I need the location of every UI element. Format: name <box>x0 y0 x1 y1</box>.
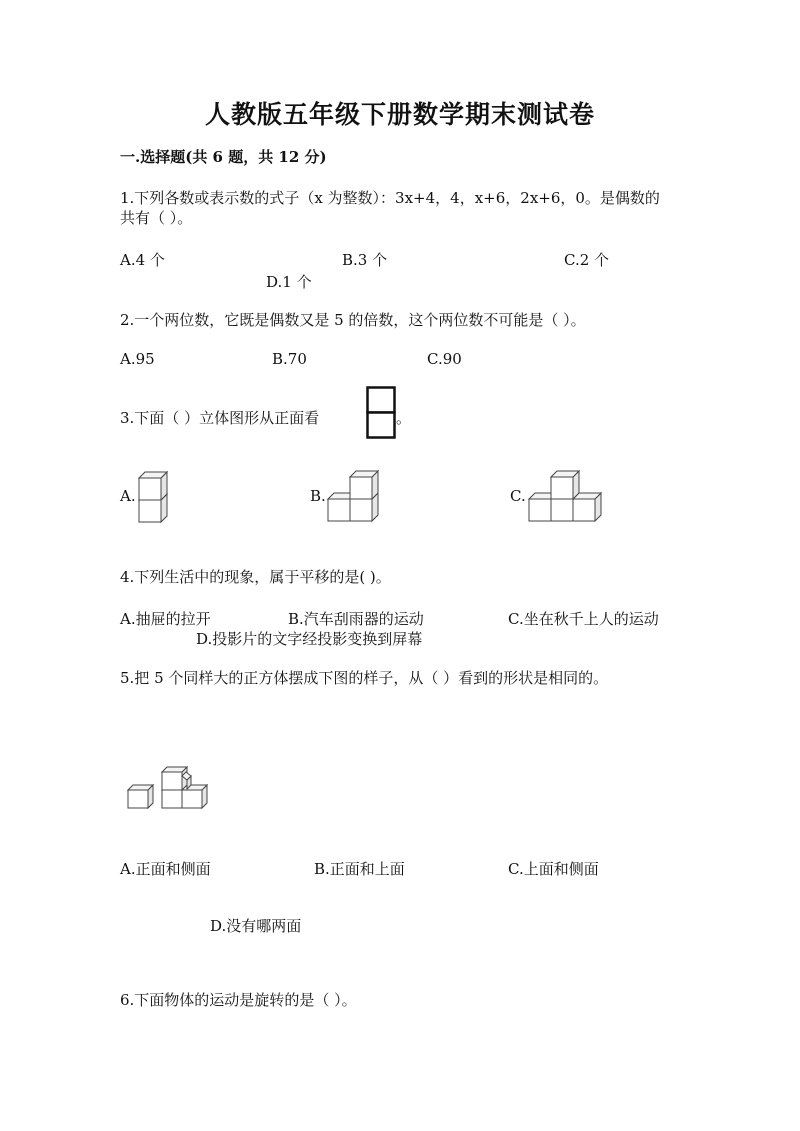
option-c-cubes-icon <box>529 471 605 523</box>
question-5-option-a[interactable]: A.正面和侧面 <box>120 860 211 878</box>
question-5-option-c[interactable]: C.上面和侧面 <box>508 860 599 878</box>
question-1-option-a[interactable]: A.4 个 <box>120 251 165 269</box>
question-1-option-b[interactable]: B.3 个 <box>342 251 388 269</box>
question-5-option-b[interactable]: B.正面和上面 <box>314 860 405 878</box>
question-5-stem: 5.把 5 个同样大的正方体摆成下图的样子，从（ ）看到的形状是相同的。 <box>120 669 609 687</box>
question-2-option-a[interactable]: A.95 <box>120 350 155 368</box>
question-3-option-b[interactable]: B. <box>310 487 326 505</box>
question-4-option-c[interactable]: C.坐在秋千上人的运动 <box>508 610 659 628</box>
question-2-option-c[interactable]: C.90 <box>427 350 462 368</box>
front-view-two-squares-icon <box>366 386 396 440</box>
question-2-stem: 2.一个两位数，它既是偶数又是 5 的倍数，这个两位数不可能是（ ）。 <box>120 311 586 329</box>
option-b-cubes-icon <box>328 471 384 523</box>
question-5-option-d[interactable]: D.没有哪两面 <box>210 917 302 935</box>
question-6-stem: 6.下面物体的运动是旋转的是（ ）。 <box>120 991 357 1009</box>
page-title: 人教版五年级下册数学期末测试卷 <box>204 100 595 129</box>
question-2-option-b[interactable]: B.70 <box>272 350 307 368</box>
option-a-cube-stack-icon <box>139 464 179 524</box>
question-3-stem-end: 。 <box>396 409 412 427</box>
question-4-stem: 4.下列生活中的现象，属于平移的是( )。 <box>120 568 391 586</box>
question-4-option-a[interactable]: A.抽屉的拉开 <box>120 610 211 628</box>
question-3-option-c[interactable]: C. <box>510 487 526 505</box>
question-1-option-c[interactable]: C.2 个 <box>564 251 610 269</box>
question-1-option-d[interactable]: D.1 个 <box>266 273 312 291</box>
question-4-option-b[interactable]: B.汽车刮雨器的运动 <box>288 610 424 628</box>
question-3-option-a[interactable]: A. <box>120 487 136 505</box>
question-1-stem: 1.下列各数或表示数的式子（x 为整数）：3x+4，4，x+6，2x+6，0。是偶数的 共有（ ）。 <box>120 189 660 227</box>
five-cubes-arrangement-icon <box>128 764 210 810</box>
question-3-stem: 3.下面（ ）立体图形从正面看 <box>120 409 320 427</box>
question-4-option-d[interactable]: D.投影片的文字经投影变换到屏幕 <box>196 630 423 648</box>
section-heading: 一.选择题(共 6 题，共 12 分) <box>120 148 327 166</box>
